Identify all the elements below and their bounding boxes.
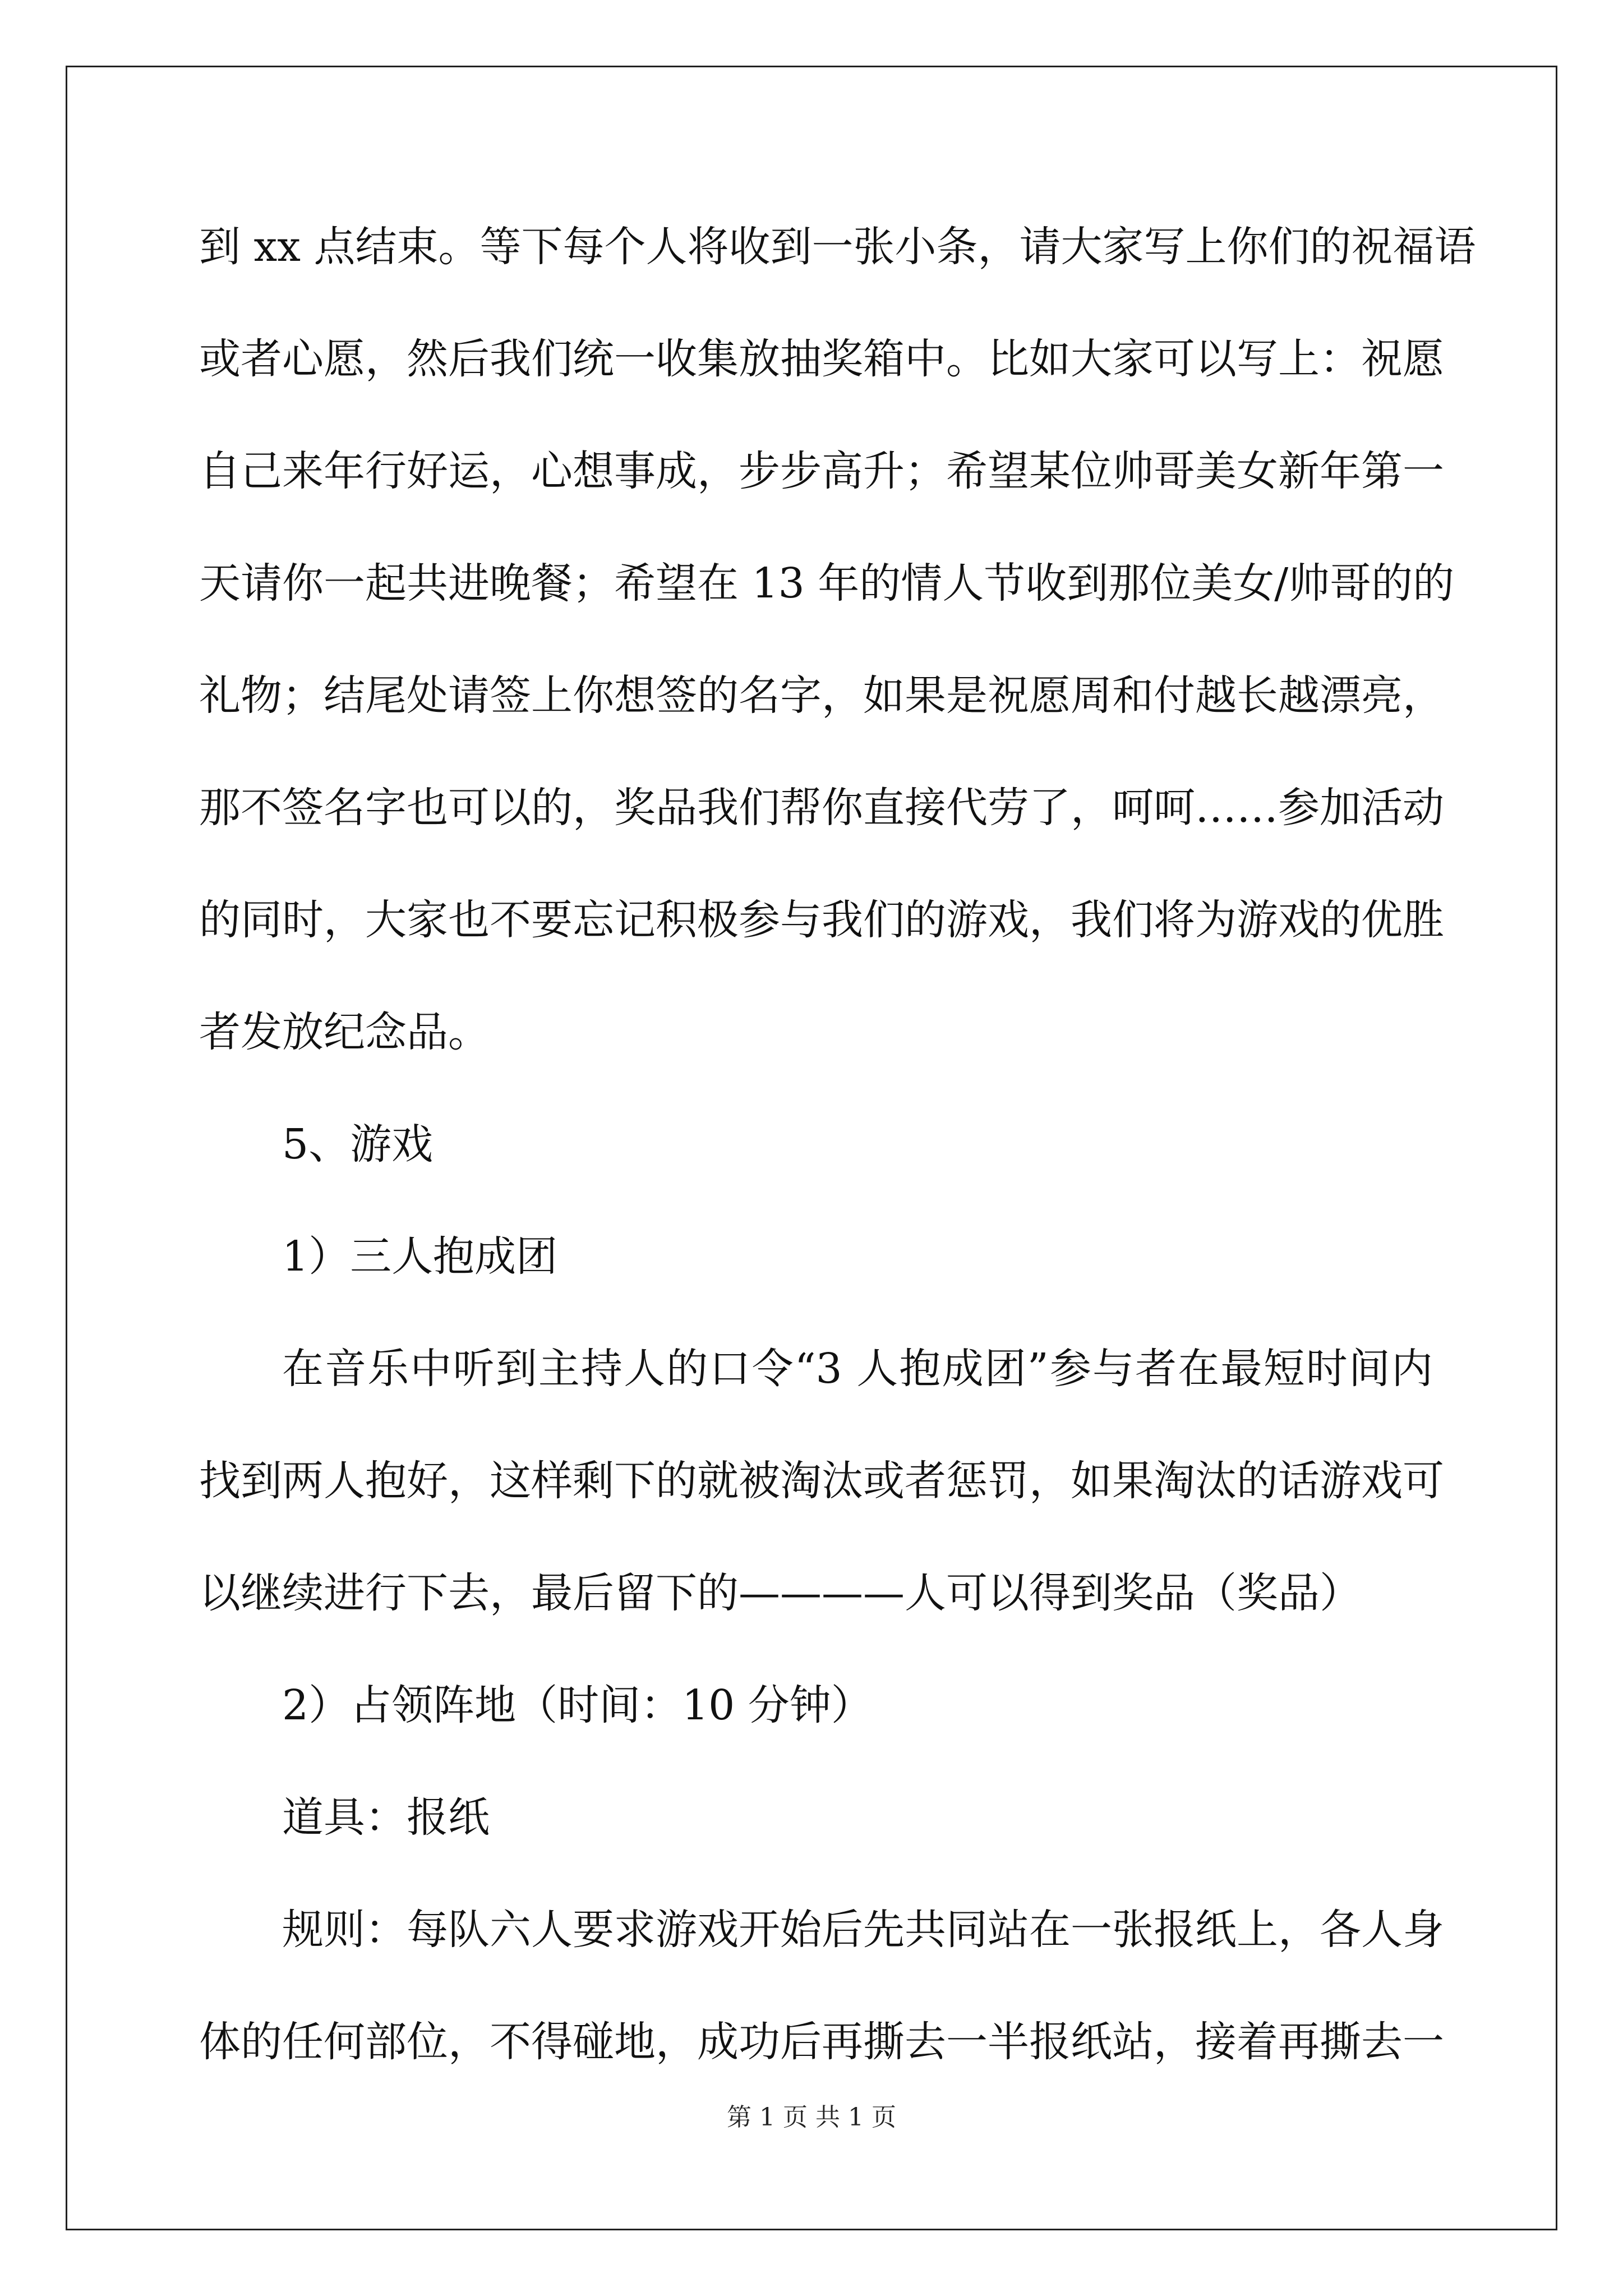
- text-line: 者发放纪念品。: [199, 1008, 490, 1056]
- text-line: 礼物；结尾处请签上你想签的名字，如果是祝愿周和付越长越漂亮，: [199, 671, 1444, 720]
- text-line: 体的任何部位，不得碰地，成功后再撕去一半报纸站，接着再撕去一: [199, 2018, 1444, 2066]
- text-line: 找到两人抱好，这样剩下的就被淘汰或者惩罚，如果淘汰的话游戏可: [199, 1457, 1444, 1505]
- text-line: 到 xx 点结束。等下每个人将收到一张小条，请大家写上你们的祝福语: [199, 223, 1476, 271]
- page-footer: 第 1 页 共 1 页: [727, 2103, 896, 2132]
- text-line: 天请你一起共进晚餐；希望在 13 年的情人节收到那位美女/帅哥的的: [199, 559, 1455, 608]
- subsection-heading: 2）占领阵地（时间：10 分钟）: [282, 1681, 873, 1729]
- text-line: 自己来年行好运，心想事成，步步高升；希望某位帅哥美女新年第一: [199, 447, 1444, 495]
- text-line: 道具：报纸: [282, 1793, 490, 1842]
- text-line: 在音乐中听到主持人的口令“3 人抱成团”参与者在最短时间内: [282, 1345, 1433, 1393]
- text-line: 或者心愿，然后我们统一收集放抽奖箱中。比如大家可以写上：祝愿: [199, 335, 1444, 383]
- text-line: 那不签名字也可以的，奖品我们帮你直接代劳了，呵呵……参加活动: [199, 784, 1444, 832]
- subsection-heading: 1）三人抱成团: [282, 1232, 558, 1281]
- section-heading: 5、游戏: [282, 1120, 434, 1168]
- text-line: 以继续进行下去，最后留下的————人可以得到奖品（奖品）: [199, 1569, 1361, 1617]
- text-line: 的同时，大家也不要忘记积极参与我们的游戏，我们将为游戏的优胜: [199, 896, 1444, 944]
- text-line: 规则：每队六人要求游戏开始后先共同站在一张报纸上，各人身: [282, 1906, 1444, 1954]
